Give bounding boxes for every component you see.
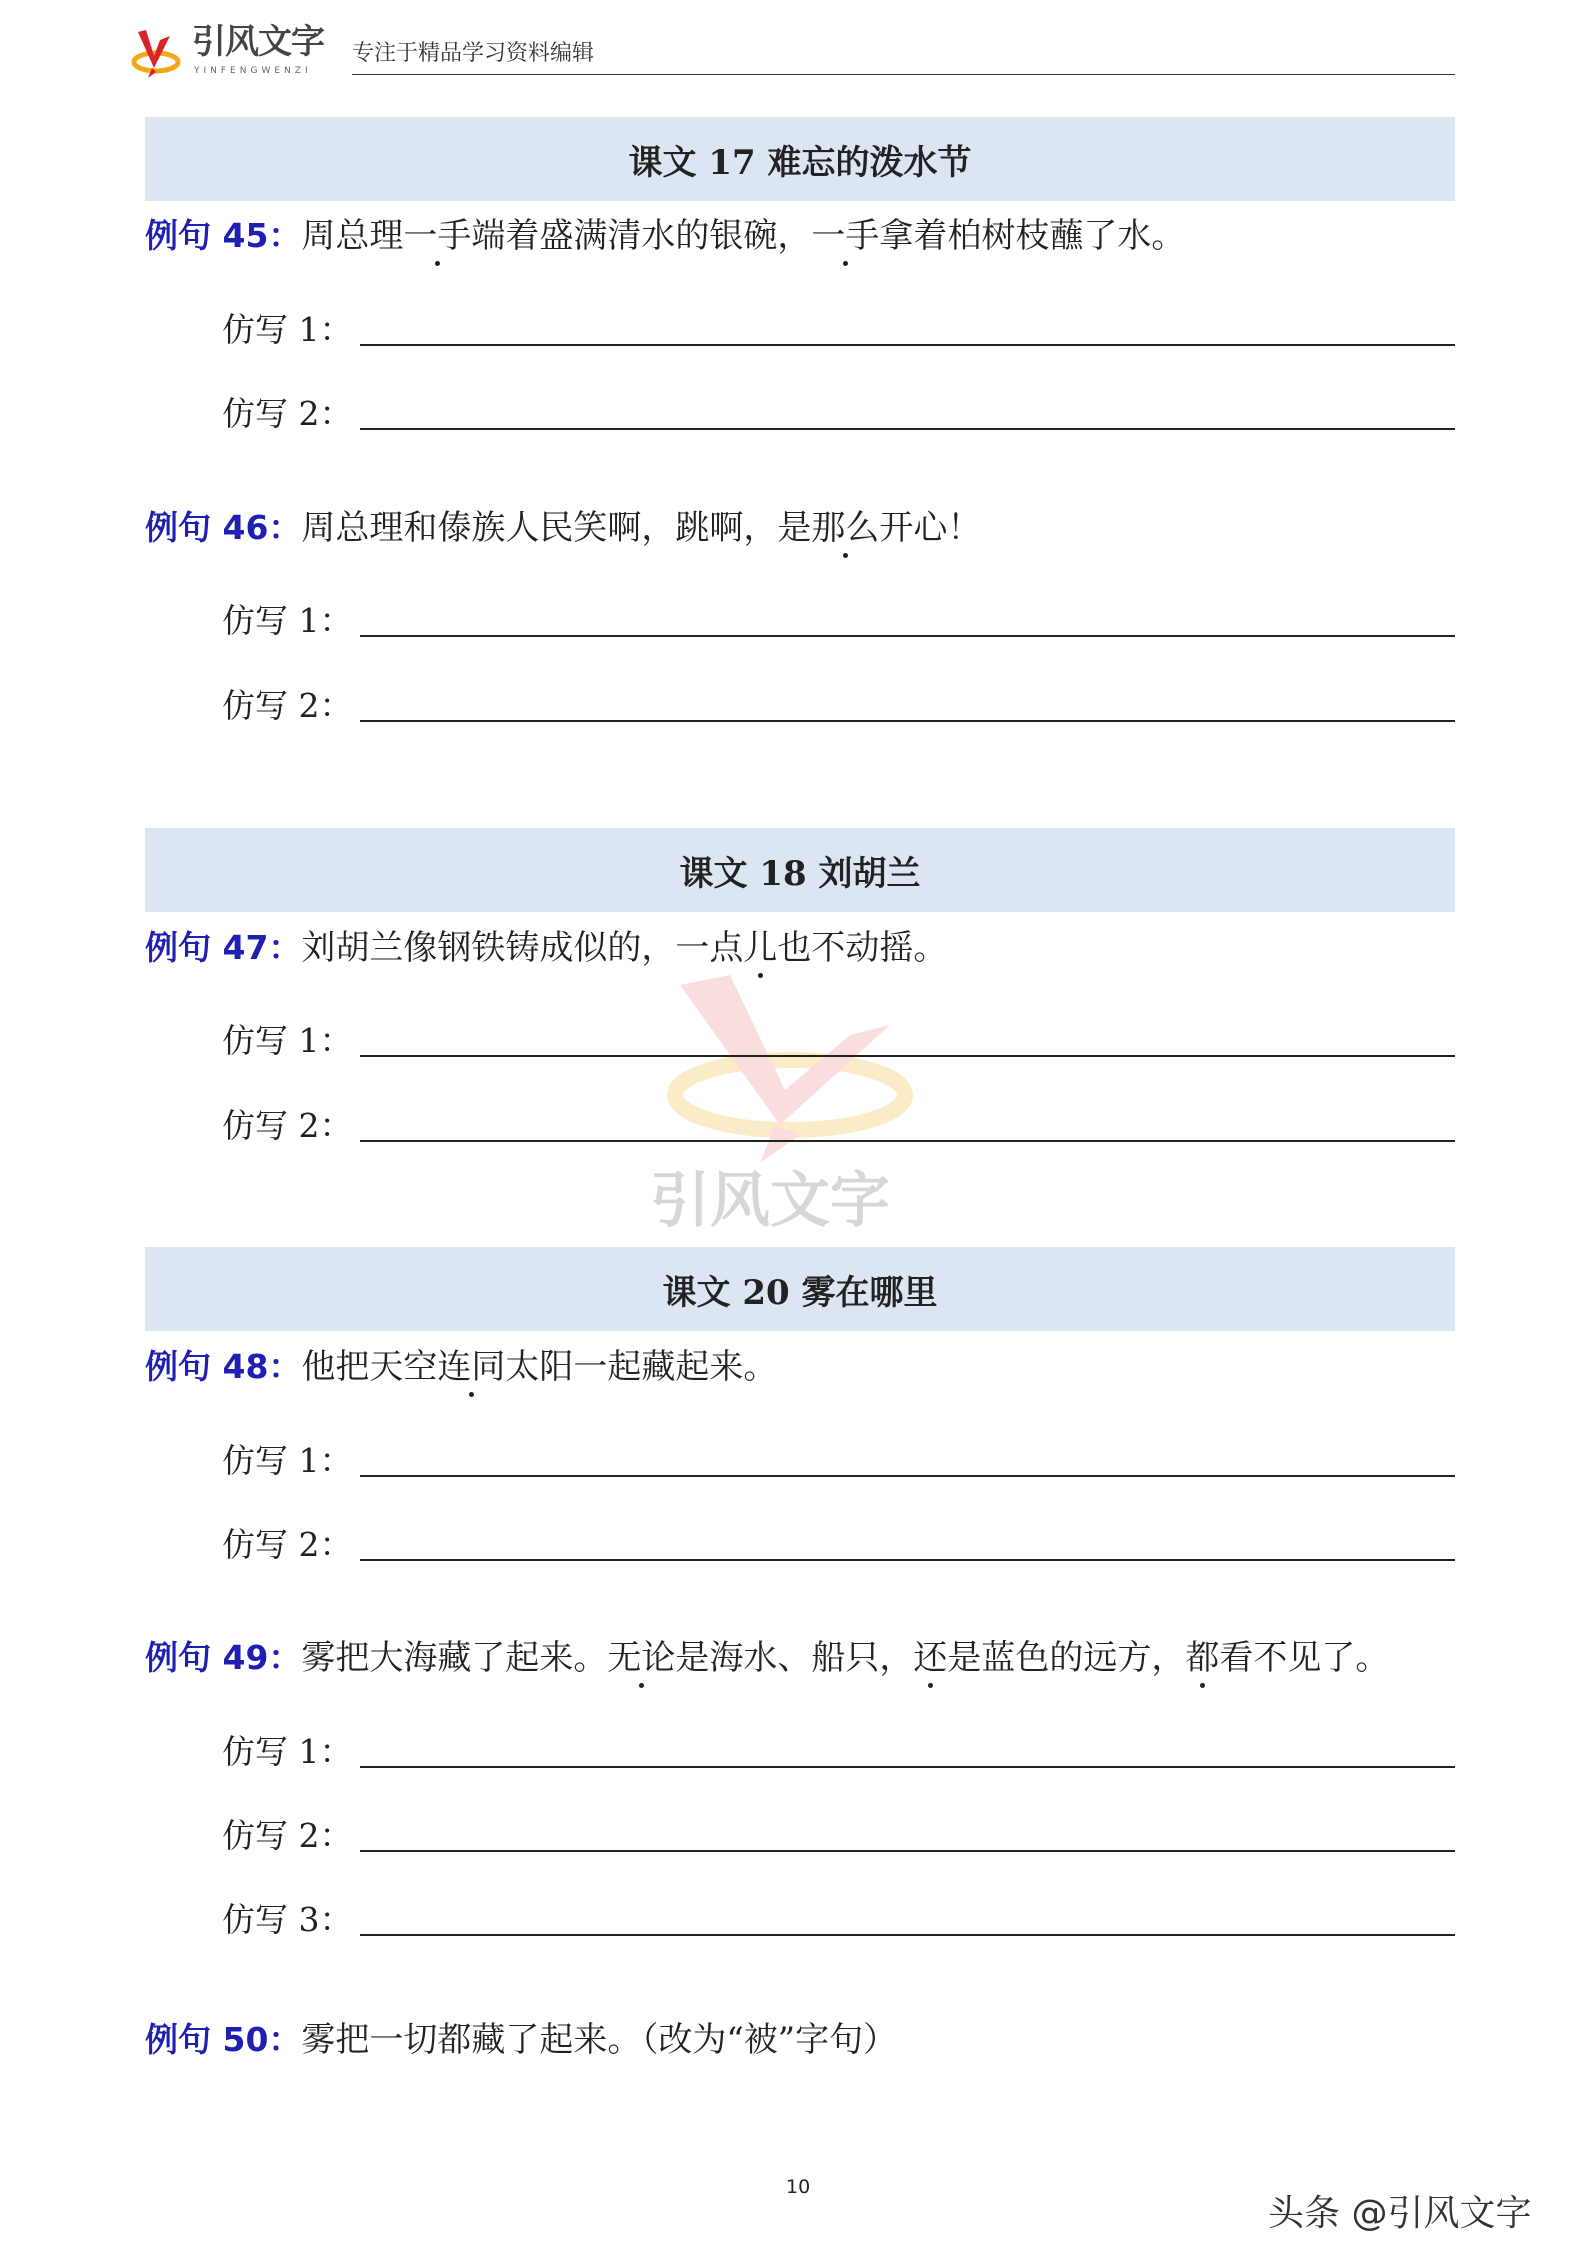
header-rule [352,74,1455,75]
imitation-label: 仿写 2： [222,1106,353,1145]
logo-icon [130,28,186,80]
writing-line[interactable] [360,1055,1455,1057]
emphasized-text: 还 [913,1638,948,1678]
writing-line[interactable] [360,344,1455,346]
imitation-row [222,1894,1455,1938]
example-sentence [145,1636,1389,1680]
imitation-label: 仿写 1： [222,601,353,640]
sentence-text: 看不见了。 [1219,1638,1390,1678]
imitation-label: 仿写 1： [222,310,353,349]
watermark: 头条 @引风文字 [1268,2193,1532,2234]
sentence-text: 端着盛满清水的银碗， [471,216,812,256]
page-number: 10 [786,2176,811,2198]
writing-line[interactable] [360,720,1455,722]
sentence-text: 动摇。 [845,928,948,968]
writing-line[interactable] [360,1475,1455,1477]
emphasized-text: 无论 [607,1638,676,1678]
writing-line[interactable] [360,1559,1455,1561]
emphasized-text: 连同 [437,1347,506,1387]
imitation-label: 仿写 2： [222,394,353,433]
example-label: 例句 46： [145,508,302,547]
section-title: 课文 18 刘胡兰 [145,828,1455,912]
sentence-text: 周总理 [301,216,404,256]
imitation-row [222,1810,1455,1854]
imitation-row [222,680,1455,724]
sentence-text: 他把天空 [301,1347,438,1387]
imitation-label: 仿写 1： [222,1021,353,1060]
writing-line[interactable] [360,1140,1455,1142]
imitation-row [222,1100,1455,1144]
page-header [130,22,1455,82]
sentence-text: 是蓝色的远方， [947,1638,1186,1678]
emphasized-text: 都 [1185,1638,1220,1678]
example-sentence [145,1345,777,1389]
sentence-text: 雾把一切都藏了起来。（改为“被”字句） [301,2020,898,2060]
brand-pinyin: YINFENGWENZI [194,66,312,76]
example-sentence [145,506,981,550]
background-watermark-text: 引风文字 [650,1166,890,1236]
emphasized-text: 那么 [811,508,880,548]
imitation-row [222,304,1455,348]
imitation-label: 仿写 1： [222,1441,353,1480]
imitation-label: 仿写 3： [222,1900,353,1939]
example-label: 例句 48： [145,1347,302,1386]
writing-line[interactable] [360,1934,1455,1936]
writing-line[interactable] [360,635,1455,637]
example-label: 例句 47： [145,928,302,967]
sentence-text: 是海水、船只， [675,1638,914,1678]
emphasized-text: 一手 [811,216,880,256]
example-sentence [145,214,1185,258]
imitation-label: 仿写 1： [222,1732,353,1771]
imitation-row [222,1435,1455,1479]
brand-name: 引风文字 [192,22,324,62]
slogan: 专注于精品学习资料编辑 [352,41,595,66]
imitation-label: 仿写 2： [222,1525,353,1564]
imitation-row [222,1015,1455,1059]
sentence-text: 周总理和傣族人民笑啊，跳啊，是 [301,508,812,548]
section-title: 课文 20 雾在哪里 [145,1247,1455,1331]
sentence-text: 雾把大海藏了起来。 [301,1638,608,1678]
emphasized-text: 一手 [403,216,472,256]
imitation-label: 仿写 2： [222,1816,353,1855]
writing-line[interactable] [360,1766,1455,1768]
sentence-text: 刘胡兰像钢铁铸成似的， [301,928,676,968]
emphasized-text: 一点儿也不 [675,928,846,968]
writing-line[interactable] [360,428,1455,430]
imitation-row [222,1726,1455,1770]
example-label: 例句 45： [145,216,302,255]
example-sentence [145,2018,897,2062]
imitation-row [222,388,1455,432]
imitation-label: 仿写 2： [222,686,353,725]
sentence-text: 拿着柏树枝蘸了水。 [879,216,1186,256]
sentence-text: 开心！ [879,508,982,548]
imitation-row [222,595,1455,639]
section-title: 课文 17 难忘的泼水节 [145,117,1455,201]
example-sentence [145,926,947,970]
sentence-text: 太阳一起藏起来。 [505,1347,778,1387]
example-label: 例句 50： [145,2020,302,2059]
writing-line[interactable] [360,1850,1455,1852]
example-label: 例句 49： [145,1638,302,1677]
imitation-row [222,1519,1455,1563]
